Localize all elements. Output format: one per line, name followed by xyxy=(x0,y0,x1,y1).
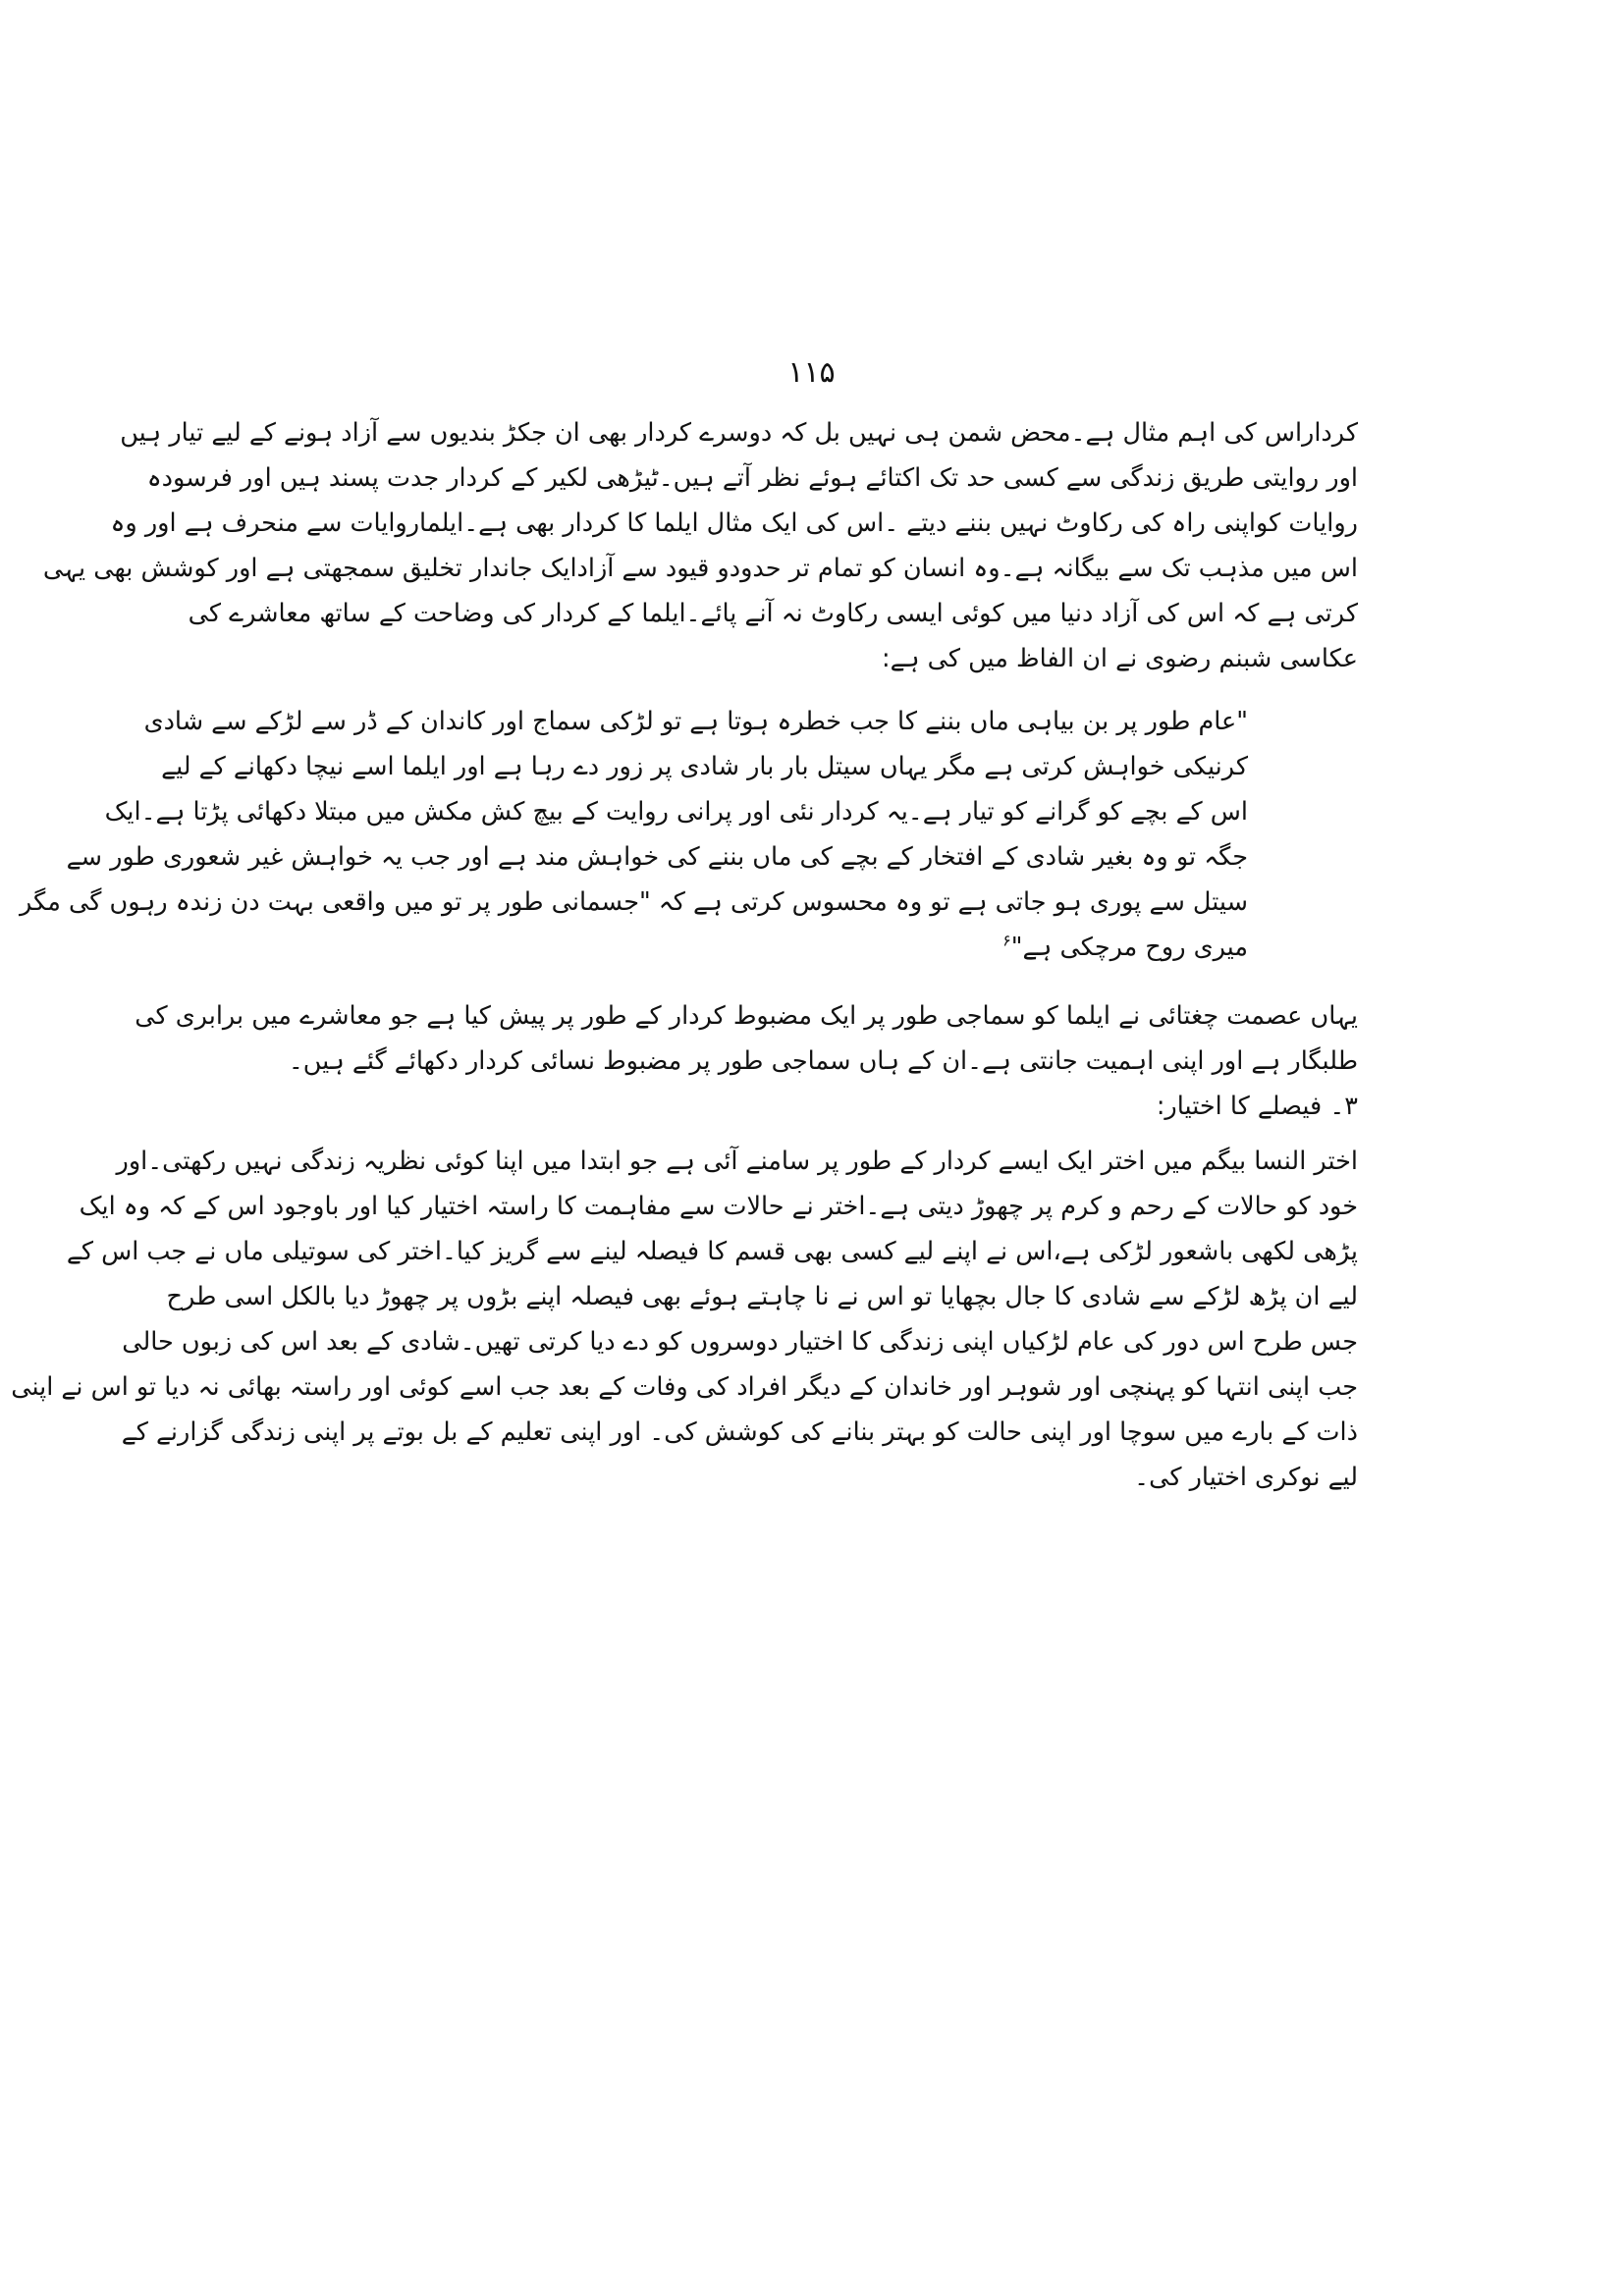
paragraph-line: طلبگار ہے اور اپنی اہمیت جانتی ہے۔ان کے ہاں سماجی طور پر مضبوط نسائی کردار دکھائے گئے ہیں۔ xyxy=(288,1046,1358,1076)
quote-line: "عام طور پر بن بیاہی ماں بننے کا جب خطرہ ہوتا ہے تو لڑکی سماج اور کاندان کے ڈر سے لڑکے سے شادی xyxy=(143,707,1248,736)
paragraph-line: ذات کے بارے میں سوچا اور اپنی حالت کو بہتر بنانے کی کوشش کی۔ اور اپنی تعلیم کے بل بوتے پر اپنی زندگی گزارنے کے xyxy=(121,1417,1358,1447)
paragraph-line: لیے ان پڑھ لڑکے سے شادی کا جال بچھایا تو اس نے نا چاہتے ہوئے بھی فیصلہ اپنے بڑوں پر چھوڑ دیا بالکل اسی طرح xyxy=(166,1282,1358,1311)
footnote-marker: ۶ xyxy=(1002,931,1011,950)
section-heading: ۳۔ فیصلے کا اختیار: xyxy=(1156,1092,1358,1121)
paragraph-line: خود کو حالات کے رحم و کرم پر چھوڑ دیتی ہے۔اختر نے حالات سے مفاہمت کا راستہ اختیار کیا اور باوجود اس کے کہ وہ ایک xyxy=(79,1192,1358,1221)
quote-text: میری روح مرچکی ہے" xyxy=(1010,933,1248,962)
paragraph-line: جب اپنی انتہا کو پہنچی اور شوہر اور خاندان کے دیگر افراد کی وفات کے بعد جب اسے کوئی اور راستہ بھائی نہ دیا تو اس نے اپنی xyxy=(11,1372,1358,1402)
paragraph-line: اور روایتی طریق زندگی سے کسی حد تک اکتائے ہوئے نظر آتے ہیں۔ٹیڑھی لکیر کے کردار جدت پسند ہیں اور فرسودہ xyxy=(146,463,1358,493)
paragraph-line: کرتی ہے کہ اس کی آزاد دنیا میں کوئی ایسی رکاوٹ نہ آنے پائے۔ایلما کے کردار کی وضاحت کے ساتھ معاشرے کی xyxy=(188,599,1358,628)
paragraph-line: جس طرح اس دور کی عام لڑکیاں اپنی زندگی کا اختیار دوسروں کو دے دیا کرتی تھیں۔شادی کے بعد اس کی زبوں حالی xyxy=(122,1327,1358,1357)
quote-line: کرنیکی خواہش کرتی ہے مگر یہاں سیتل بار بار شادی پر زور دے رہا ہے اور ایلما اسے نیچا دکھانے کے لیے xyxy=(161,752,1248,781)
paragraph-line: روایات کواپنی راہ کی رکاوٹ نہیں بننے دیتے ۔اس کی ایک مثال ایلما کا کردار بھی ہے۔ایلماروایات سے منحرف ہے اور وہ xyxy=(110,508,1358,538)
paragraph-line: اس میں مذہب تک سے بیگانہ ہے۔وہ انسان کو تمام تر حدودو قیود سے آزادایک جاندار تخلیق سمجھتی ہے اور کوشش بھی یہی xyxy=(42,554,1358,583)
quote-line: سیتل سے پوری ہو جاتی ہے تو وہ محسوس کرتی ہے کہ "جسمانی طور پر تو میں واقعی بہت دن زندہ رہوں گی مگر xyxy=(20,887,1248,917)
paragraph-line: کرداراس کی اہم مثال ہے۔محض شمن ہی نہیں بل کہ دوسرے کردار بھی ان جکڑ بندیوں سے آزاد ہونے کے لیے تیار ہیں xyxy=(120,418,1358,448)
quote-line: جگہ تو وہ بغیر شادی کے افتخار کے بچے کی ماں بننے کی خواہش مند ہے اور جب یہ خواہش غیر شعوری طور سے xyxy=(66,842,1248,872)
paragraph-line: اختر النسا بیگم میں اختر ایک ایسے کردار کے طور پر سامنے آئی ہے جو ابتدا میں اپنا کوئی نظریہ زندگی نہیں رکھتی۔اور xyxy=(116,1147,1358,1176)
quote-line-last xyxy=(266,925,1248,970)
page-number: ۱۱۵ xyxy=(787,355,836,390)
paragraph-line: یہاں عصمت چغتائی نے ایلما کو سماجی طور پر ایک مضبوط کردار کے طور پر پیش کیا ہے جو معاشرے میں برابری کی xyxy=(135,1001,1358,1031)
paragraph-line: لیے نوکری اختیار کی۔ xyxy=(1134,1463,1358,1492)
quote-line: اس کے بچے کو گرانے کو تیار ہے۔یہ کردار نئی اور پرانی روایت کے بیچ کش مکش میں مبتلا دکھائی پڑتا ہے۔ایک xyxy=(104,797,1248,827)
paragraph-line: پڑھی لکھی باشعور لڑکی ہے،اس نے اپنے لیے کسی بھی قسم کا فیصلہ لینے سے گریز کیا۔اختر کی سوتیلی ماں نے جب اس کے xyxy=(66,1237,1358,1266)
paragraph-line: عکاسی شبنم رضوی نے ان الفاظ میں کی ہے: xyxy=(882,644,1358,673)
